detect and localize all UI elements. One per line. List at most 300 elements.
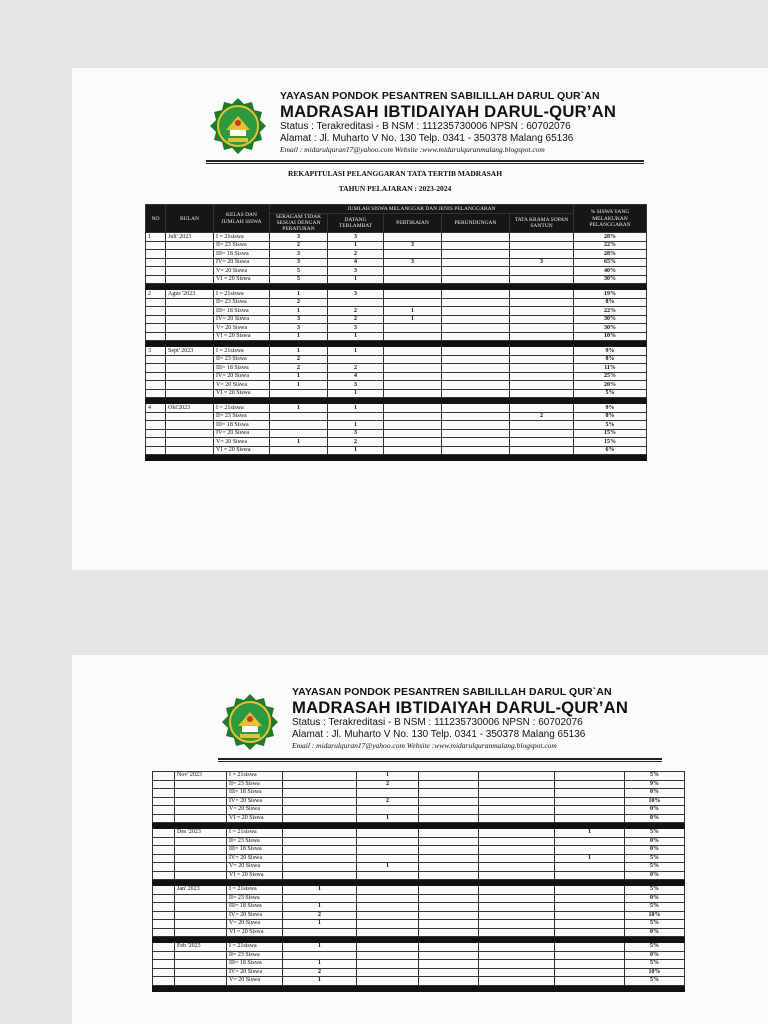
- cell-datang: 1: [357, 814, 419, 823]
- cell-tatakrama: [510, 372, 574, 381]
- cell-kelas: II= 23 Siswa: [214, 412, 270, 421]
- cell-kelas: VI = 20 Siswa: [227, 871, 283, 880]
- cell-seragam: [283, 814, 357, 823]
- cell-bulan: [166, 389, 214, 398]
- cell-bulan: [175, 814, 227, 823]
- cell-datang: 3: [328, 233, 384, 242]
- cell-pertikaian: [419, 837, 479, 846]
- cell-tatakrama: [510, 389, 574, 398]
- cell-pertikaian: [384, 324, 442, 333]
- cell-perundungan: [442, 404, 510, 413]
- header-seragam: SERAGAM TIDAK SESUAI DENGAN PERATURAN: [270, 213, 328, 233]
- cell-bulan: [166, 412, 214, 421]
- cell-seragam: [283, 797, 357, 806]
- header-pertikaian: PERTIKAIAN: [384, 213, 442, 233]
- cell-pertikaian: 1: [384, 315, 442, 324]
- cell-seragam: [270, 421, 328, 430]
- cell-datang: [357, 886, 419, 895]
- cell-tatakrama: [555, 814, 625, 823]
- header-datang: DATANG TERLAMBAT: [328, 213, 384, 233]
- table-row: [153, 886, 685, 895]
- cell-tatakrama: [510, 355, 574, 364]
- cell-datang: 1: [328, 241, 384, 250]
- cell-persen: 0%: [625, 928, 685, 937]
- letterhead-divider: [206, 160, 644, 164]
- cell-perundungan: [442, 412, 510, 421]
- cell-datang: 2: [357, 797, 419, 806]
- cell-pertikaian: [384, 421, 442, 430]
- cell-bulan: [175, 797, 227, 806]
- table-row: [153, 928, 685, 937]
- cell-tatakrama: 1: [555, 854, 625, 863]
- cell-perundungan: [442, 381, 510, 390]
- cell-bulan: [166, 315, 214, 324]
- cell-persen: 10%: [574, 332, 647, 341]
- cell-datang: [357, 903, 419, 912]
- cell-no: [146, 298, 166, 307]
- academic-year: TAHUN PELAJARAN : 2023-2024: [338, 184, 452, 193]
- cell-no: 2: [146, 290, 166, 299]
- cell-tatakrama: [510, 298, 574, 307]
- cell-perundungan: [479, 871, 555, 880]
- cell-pertikaian: [419, 894, 479, 903]
- cell-kelas: V= 20 Siswa: [214, 267, 270, 276]
- table-row: [153, 789, 685, 798]
- cell-persen: 0%: [625, 806, 685, 815]
- cell-kelas: IV= 20 Siswa: [214, 258, 270, 267]
- cell-seragam: [283, 854, 357, 863]
- cell-pertikaian: [419, 886, 479, 895]
- letterhead: [208, 90, 638, 160]
- cell-persen: 8%: [574, 355, 647, 364]
- cell-kelas: III= 18 Siswa: [227, 846, 283, 855]
- cell-no: [153, 829, 175, 838]
- cell-kelas: III= 18 Siswa: [214, 307, 270, 316]
- table-row: [146, 290, 647, 299]
- cell-perundungan: [442, 258, 510, 267]
- cell-seragam: 1: [283, 920, 357, 929]
- cell-perundungan: [442, 364, 510, 373]
- cell-persen: 5%: [625, 960, 685, 969]
- cell-persen: 30%: [574, 275, 647, 284]
- table-body: [146, 233, 647, 461]
- cell-bulan: Feb '2023: [175, 943, 227, 952]
- cell-kelas: VI = 20 Siswa: [227, 928, 283, 937]
- cell-bulan: Jan' 2023: [175, 886, 227, 895]
- cell-tatakrama: [510, 381, 574, 390]
- cell-tatakrama: [510, 332, 574, 341]
- cell-no: [153, 928, 175, 937]
- cell-seragam: 2: [270, 355, 328, 364]
- cell-datang: 4: [328, 258, 384, 267]
- cell-tatakrama: 2: [510, 412, 574, 421]
- cell-pertikaian: [419, 829, 479, 838]
- cell-perundungan: [442, 233, 510, 242]
- cell-bulan: [166, 438, 214, 447]
- table-row: [153, 960, 685, 969]
- letterhead: [220, 686, 660, 756]
- cell-persen: 11%: [574, 364, 647, 373]
- cell-perundungan: [479, 846, 555, 855]
- cell-bulan: [175, 903, 227, 912]
- table-row: [153, 871, 685, 880]
- cell-kelas: VI = 20 Siswa: [214, 389, 270, 398]
- header-bulan: BULAN: [166, 205, 214, 233]
- cell-kelas: II= 23 Siswa: [214, 355, 270, 364]
- cell-tatakrama: [510, 250, 574, 259]
- cell-bulan: [166, 421, 214, 430]
- cell-seragam: 2: [270, 298, 328, 307]
- cell-kelas: IV= 20 Siswa: [227, 854, 283, 863]
- cell-pertikaian: [419, 943, 479, 952]
- cell-bulan: [175, 806, 227, 815]
- cell-no: 4: [146, 404, 166, 413]
- cell-perundungan: [442, 241, 510, 250]
- cell-seragam: 3: [270, 324, 328, 333]
- cell-seragam: 5: [270, 267, 328, 276]
- cell-perundungan: [442, 429, 510, 438]
- separator-bar: [153, 985, 685, 991]
- cell-datang: [357, 837, 419, 846]
- cell-persen: 30%: [574, 324, 647, 333]
- cell-bulan: [175, 854, 227, 863]
- cell-pertikaian: [419, 797, 479, 806]
- cell-bulan: [175, 846, 227, 855]
- cell-no: [153, 854, 175, 863]
- table-row: [153, 854, 685, 863]
- cell-no: [146, 389, 166, 398]
- cell-seragam: 2: [283, 911, 357, 920]
- cell-bulan: [175, 977, 227, 986]
- cell-tatakrama: [555, 863, 625, 872]
- cell-perundungan: [479, 797, 555, 806]
- cell-datang: [357, 943, 419, 952]
- table-row: [146, 421, 647, 430]
- cell-datang: 1: [328, 275, 384, 284]
- cell-pertikaian: [419, 928, 479, 937]
- cell-perundungan: [442, 421, 510, 430]
- cell-persen: 22%: [574, 241, 647, 250]
- table-row: [153, 977, 685, 986]
- cell-seragam: [283, 806, 357, 815]
- cell-persen: 28%: [574, 233, 647, 242]
- cell-seragam: 1: [283, 977, 357, 986]
- cell-kelas: V= 20 Siswa: [214, 438, 270, 447]
- cell-no: [146, 421, 166, 430]
- cell-pertikaian: [419, 911, 479, 920]
- cell-pertikaian: [384, 381, 442, 390]
- cell-tatakrama: [510, 364, 574, 373]
- cell-seragam: [270, 389, 328, 398]
- cell-no: [146, 446, 166, 455]
- cell-tatakrama: [555, 894, 625, 903]
- cell-seragam: 1: [270, 438, 328, 447]
- cell-seragam: 1: [283, 960, 357, 969]
- cell-no: [146, 258, 166, 267]
- table-row: [146, 404, 647, 413]
- cell-tatakrama: [555, 886, 625, 895]
- cell-datang: 2: [328, 315, 384, 324]
- table-row: [153, 951, 685, 960]
- cell-tatakrama: [510, 446, 574, 455]
- table-row: [146, 438, 647, 447]
- cell-pertikaian: [384, 250, 442, 259]
- table-row: [146, 372, 647, 381]
- cell-kelas: VI = 20 Siswa: [227, 814, 283, 823]
- cell-no: [146, 412, 166, 421]
- cell-bulan: Juli' 2023: [166, 233, 214, 242]
- cell-kelas: V= 20 Siswa: [227, 806, 283, 815]
- cell-bulan: [175, 920, 227, 929]
- cell-bulan: [166, 324, 214, 333]
- cell-datang: [357, 806, 419, 815]
- cell-perundungan: [442, 438, 510, 447]
- cell-perundungan: [479, 951, 555, 960]
- cell-pertikaian: [384, 267, 442, 276]
- cell-seragam: [283, 894, 357, 903]
- header-group: JUMLAH SISWA MELANGGAR DAN JENIS PELANGGARAN: [270, 205, 574, 214]
- cell-no: [153, 951, 175, 960]
- cell-kelas: III= 18 Siswa: [214, 421, 270, 430]
- cell-pertikaian: [419, 903, 479, 912]
- cell-no: [153, 837, 175, 846]
- cell-no: [146, 381, 166, 390]
- cell-perundungan: [479, 837, 555, 846]
- cell-seragam: [270, 412, 328, 421]
- table-row: [153, 837, 685, 846]
- cell-datang: [357, 894, 419, 903]
- cell-tatakrama: [510, 404, 574, 413]
- cell-tatakrama: [555, 846, 625, 855]
- table-row: [153, 894, 685, 903]
- cell-tatakrama: [555, 951, 625, 960]
- cell-pertikaian: 1: [384, 307, 442, 316]
- cell-persen: 20%: [574, 381, 647, 390]
- cell-no: 3: [146, 347, 166, 356]
- cell-no: [153, 814, 175, 823]
- table-row: [153, 943, 685, 952]
- cell-pertikaian: [419, 863, 479, 872]
- cell-no: [146, 355, 166, 364]
- header-kelas: KELAS DAN JUMLAH SISWA: [214, 205, 270, 233]
- cell-kelas: IV= 20 Siswa: [214, 429, 270, 438]
- cell-tatakrama: [510, 233, 574, 242]
- letterhead-divider: [218, 758, 662, 762]
- table-row: [146, 389, 647, 398]
- cell-perundungan: [442, 446, 510, 455]
- cell-persen: 15%: [574, 438, 647, 447]
- cell-pertikaian: [419, 871, 479, 880]
- cell-bulan: [166, 241, 214, 250]
- cell-pertikaian: [419, 806, 479, 815]
- cell-pertikaian: [384, 332, 442, 341]
- month-separator: [146, 455, 647, 461]
- cell-perundungan: [479, 928, 555, 937]
- cell-seragam: 1: [283, 886, 357, 895]
- cell-persen: 5%: [625, 903, 685, 912]
- cell-persen: 8%: [574, 412, 647, 421]
- cell-persen: 5%: [625, 829, 685, 838]
- cell-persen: 0%: [625, 789, 685, 798]
- table-row: [146, 275, 647, 284]
- table-row: [146, 446, 647, 455]
- cell-bulan: [166, 258, 214, 267]
- cell-pertikaian: [384, 446, 442, 455]
- cell-no: [146, 364, 166, 373]
- cell-no: [146, 250, 166, 259]
- cell-seragam: [283, 928, 357, 937]
- cell-kelas: I = 21siswa: [227, 829, 283, 838]
- cell-persen: 15%: [574, 429, 647, 438]
- cell-no: [153, 863, 175, 872]
- cell-datang: 1: [328, 347, 384, 356]
- cell-persen: 9%: [625, 780, 685, 789]
- cell-seragam: 1: [270, 290, 328, 299]
- cell-pertikaian: [384, 275, 442, 284]
- cell-tatakrama: [555, 806, 625, 815]
- cell-tatakrama: [555, 928, 625, 937]
- cell-datang: [357, 854, 419, 863]
- cell-bulan: [175, 968, 227, 977]
- table-row: [153, 814, 685, 823]
- cell-kelas: V= 20 Siswa: [214, 324, 270, 333]
- cell-perundungan: [479, 772, 555, 781]
- table-row: [146, 298, 647, 307]
- cell-datang: 2: [357, 780, 419, 789]
- cell-tatakrama: [510, 267, 574, 276]
- cell-tatakrama: [510, 315, 574, 324]
- cell-no: [146, 315, 166, 324]
- cell-bulan: [166, 364, 214, 373]
- cell-kelas: I = 21siswa: [227, 772, 283, 781]
- cell-datang: 1: [328, 421, 384, 430]
- cell-kelas: II= 23 Siswa: [214, 241, 270, 250]
- cell-no: [153, 846, 175, 855]
- cell-pertikaian: [384, 355, 442, 364]
- cell-seragam: 3: [270, 233, 328, 242]
- cell-tatakrama: [555, 977, 625, 986]
- cell-datang: [357, 829, 419, 838]
- cell-persen: 5%: [625, 863, 685, 872]
- cell-tatakrama: [555, 960, 625, 969]
- cell-seragam: 1: [270, 404, 328, 413]
- table-row: [146, 412, 647, 421]
- cell-persen: 5%: [574, 421, 647, 430]
- cell-persen: 0%: [625, 814, 685, 823]
- cell-no: [153, 886, 175, 895]
- cell-perundungan: [479, 894, 555, 903]
- cell-persen: 10%: [625, 911, 685, 920]
- cell-perundungan: [479, 886, 555, 895]
- status-line: Status : Terakreditasi - B NSM : 111235730006 NPSN : 60702076: [280, 121, 571, 132]
- school-name: MADRASAH IBTIDAIYAH DARUL-QUR’AN: [292, 698, 629, 717]
- cell-seragam: 2: [283, 968, 357, 977]
- cell-kelas: III= 18 Siswa: [227, 903, 283, 912]
- cell-seragam: 1: [270, 372, 328, 381]
- cell-seragam: [283, 846, 357, 855]
- cell-persen: 30%: [574, 315, 647, 324]
- cell-seragam: 1: [270, 332, 328, 341]
- cell-pertikaian: 3: [384, 258, 442, 267]
- cell-tatakrama: [555, 943, 625, 952]
- cell-seragam: [283, 829, 357, 838]
- table-row: [153, 968, 685, 977]
- cell-kelas: IV= 20 Siswa: [214, 315, 270, 324]
- cell-tatakrama: [510, 275, 574, 284]
- cell-pertikaian: [419, 780, 479, 789]
- table-row: [146, 250, 647, 259]
- cell-seragam: [283, 789, 357, 798]
- cell-perundungan: [479, 968, 555, 977]
- header-no: NO: [146, 205, 166, 233]
- cell-seragam: [283, 951, 357, 960]
- cell-pertikaian: [419, 789, 479, 798]
- cell-kelas: III= 18 Siswa: [227, 960, 283, 969]
- cell-seragam: [283, 871, 357, 880]
- cell-bulan: Des '2023: [175, 829, 227, 838]
- cell-pertikaian: [419, 960, 479, 969]
- cell-tatakrama: [555, 797, 625, 806]
- month-separator: [153, 985, 685, 991]
- cell-tatakrama: [555, 772, 625, 781]
- cell-seragam: 1: [283, 903, 357, 912]
- cell-datang: [328, 298, 384, 307]
- cell-kelas: II= 23 Siswa: [227, 951, 283, 960]
- cell-tatakrama: [510, 324, 574, 333]
- email-line: Email : midarulquran17@yahoo.com Website :www.midarulquranmalang.blogspot.com: [280, 145, 545, 154]
- cell-no: [153, 977, 175, 986]
- cell-kelas: IV= 20 Siswa: [227, 968, 283, 977]
- cell-datang: 1: [328, 404, 384, 413]
- cell-perundungan: [442, 290, 510, 299]
- cell-persen: 22%: [574, 307, 647, 316]
- table-row: [153, 772, 685, 781]
- header-persen: % SISWA YANG MELAKUKAN PELANGGARAN: [574, 205, 647, 233]
- table-row: [146, 241, 647, 250]
- cell-seragam: 3: [270, 250, 328, 259]
- cell-no: [153, 903, 175, 912]
- cell-datang: [357, 871, 419, 880]
- cell-kelas: II= 23 Siswa: [227, 894, 283, 903]
- cell-persen: 0%: [625, 951, 685, 960]
- cell-persen: 0%: [625, 846, 685, 855]
- cell-seragam: [283, 863, 357, 872]
- cell-seragam: [283, 772, 357, 781]
- cell-datang: [357, 920, 419, 929]
- email-line: Email : midarulquran17@yahoo.com Website :www.midarulquranmalang.blogspot.com: [292, 741, 557, 750]
- cell-persen: 0%: [625, 894, 685, 903]
- table-row: [146, 258, 647, 267]
- cell-perundungan: [442, 275, 510, 284]
- cell-bulan: Nov' 2023: [175, 772, 227, 781]
- cell-kelas: I = 21siswa: [214, 347, 270, 356]
- cell-perundungan: [479, 943, 555, 952]
- cell-pertikaian: [419, 968, 479, 977]
- cell-datang: [328, 412, 384, 421]
- cell-datang: 1: [328, 446, 384, 455]
- cell-datang: 3: [328, 324, 384, 333]
- cell-bulan: [166, 446, 214, 455]
- cell-persen: 5%: [625, 772, 685, 781]
- violation-table-page-2: [152, 771, 685, 992]
- cell-bulan: Agus '2023: [166, 290, 214, 299]
- cell-persen: 19%: [574, 290, 647, 299]
- cell-no: [146, 372, 166, 381]
- table-row: [153, 920, 685, 929]
- cell-kelas: V= 20 Siswa: [227, 863, 283, 872]
- cell-datang: [357, 928, 419, 937]
- cell-kelas: II= 23 Siswa: [227, 837, 283, 846]
